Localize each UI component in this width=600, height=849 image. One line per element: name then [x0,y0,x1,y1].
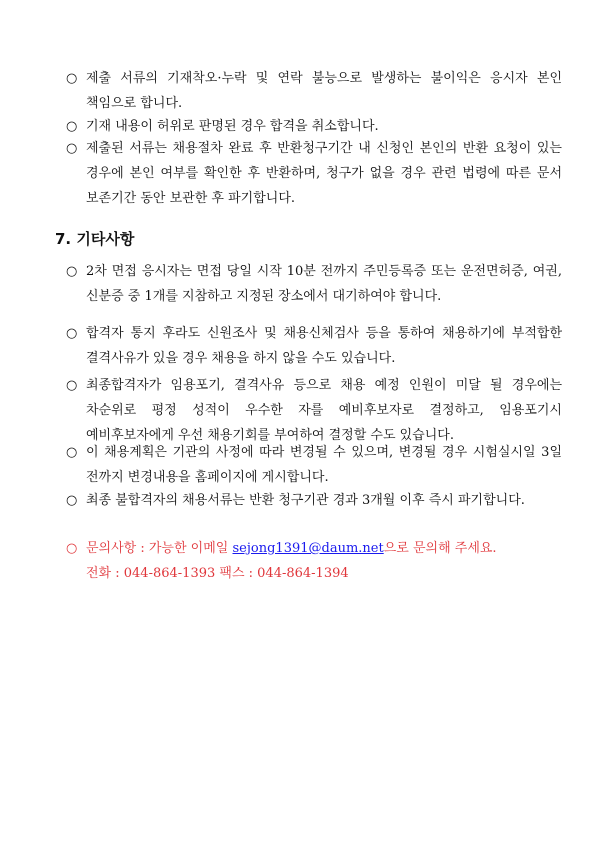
circle-bullet-icon: ○ [66,493,78,508]
intro-item-1 [66,66,562,116]
contact-prefix: 문의사항 : 가능한 이메일 [86,541,233,556]
circle-bullet-icon: ○ [66,445,78,460]
section-item-4 [66,440,562,490]
section-heading: 7. 기타사항 [55,230,135,248]
email-link[interactable]: sejong1391@daum.net [232,541,384,556]
circle-bullet-icon: ○ [66,541,78,556]
intro-item-text: 제출된 서류는 채용절차 완료 후 반환청구기간 내 신청인 본인의 반환 요청이 있는 경우에 본인 여부를 확인한 후 반환하며, 청구가 없을 경우 관련 법령에 따른 문서 보존기간 동안 보관한 후 파기합니다. [86,141,562,206]
section-item-text: 2차 면접 응시자는 면접 당일 시작 10분 전까지 주민등록증 또는 운전면허증, 여권, 신분증 중 1개를 지참하고 지정된 장소에서 대기하여야 합니다. [86,264,562,304]
contact-suffix: 으로 문의해 주세요. [383,541,497,556]
intro-item-3 [66,136,562,211]
section-item-2 [66,321,562,371]
section-item-text: 최종합격자가 임용포기, 결격사유 등으로 채용 예정 인원이 미달 될 경우에는 차순위로 평정 성적이 우수한 자를 예비후보자로 결정하고, 임용포기시 예비후보자에게 우선 채용기회를 부여하여 결정할 수도 있습니다. [86,378,562,443]
circle-bullet-icon: ○ [66,326,78,341]
phone-fax-line: 전화 : 044-864-1393 팩스 : 044-864-1394 [86,566,349,581]
circle-bullet-icon: ○ [66,264,78,279]
circle-bullet-icon: ○ [66,119,78,134]
intro-item-text: 기재 내용이 허위로 판명된 경우 합격을 취소합니다. [86,119,379,134]
circle-bullet-icon: ○ [66,141,78,156]
contact-info [66,536,562,586]
section-item-5 [66,488,562,513]
circle-bullet-icon: ○ [66,71,78,86]
section-item-text: 최종 불합격자의 채용서류는 반환 청구기관 경과 3개월 이후 즉시 파기합니다. [86,493,525,508]
intro-item-text: 제출 서류의 기재착오·누락 및 연락 불능으로 발생하는 불이익은 응시자 본인 책임으로 합니다. [86,71,562,111]
section-item-text: 이 채용계획은 기관의 사정에 따라 변경될 수 있으며, 변경될 경우 시험실시일 3일 전까지 변경내용을 홈페이지에 게시합니다. [86,445,562,485]
section-item-1 [66,259,562,309]
section-item-text: 합격자 통지 후라도 신원조사 및 채용신체검사 등을 통하여 채용하기에 부적합한 결격사유가 있을 경우 채용을 하지 않을 수도 있습니다. [86,326,562,366]
circle-bullet-icon: ○ [66,378,78,393]
section-item-3 [66,373,562,448]
contact-text [66,536,562,586]
